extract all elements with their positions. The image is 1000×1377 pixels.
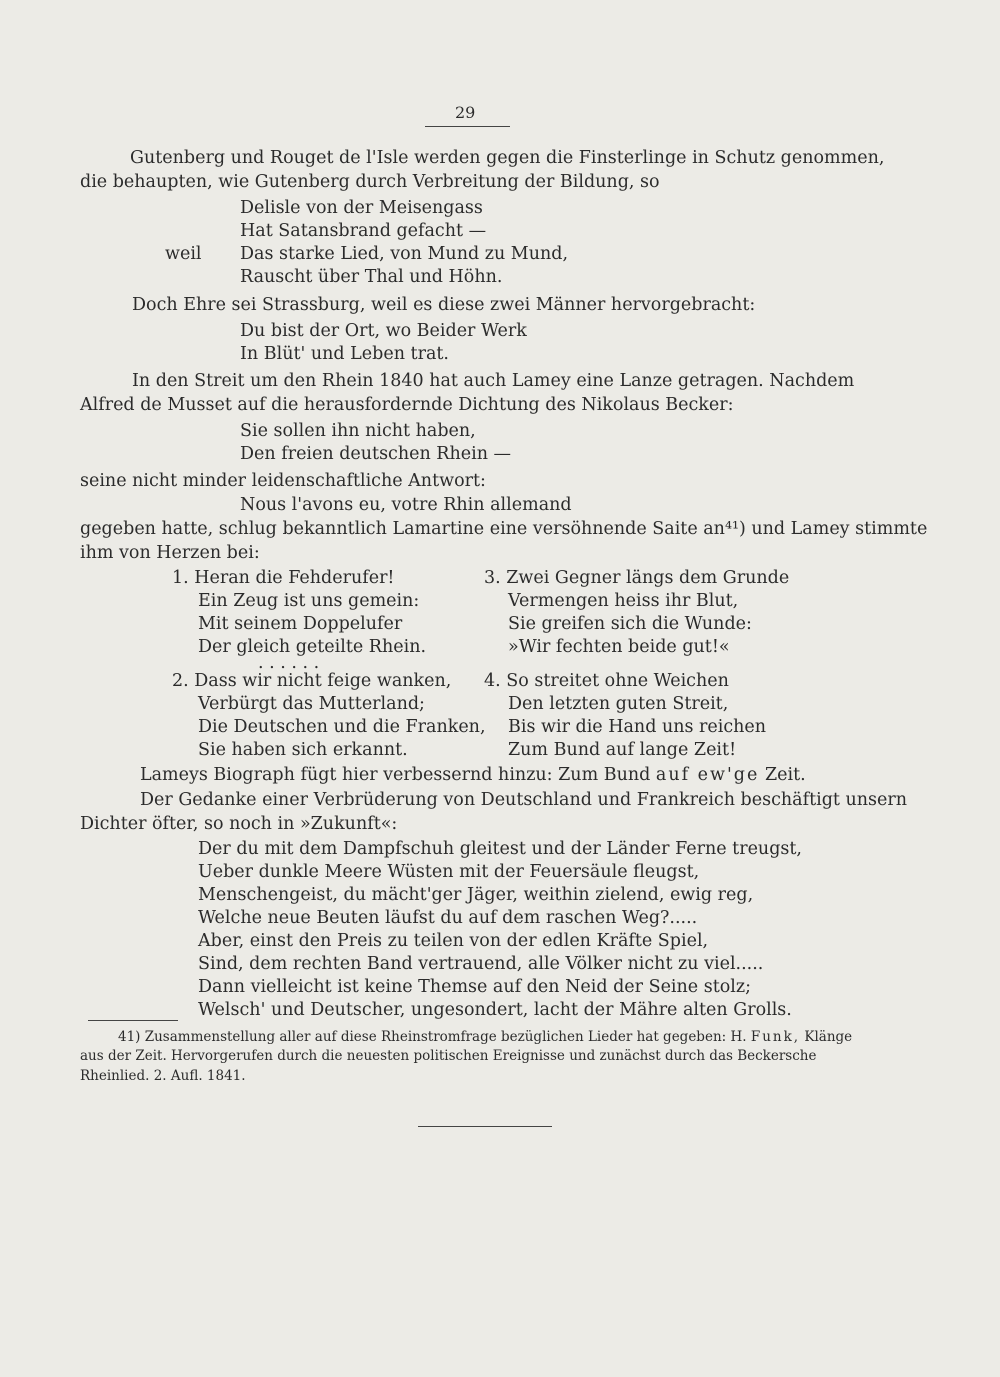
text-line: In den Streit um den Rhein 1840 hat auch Lamey eine Lanze getragen. Nachdem	[132, 371, 855, 391]
text-line: Der Gedanke einer Verbrüderung von Deutschland und Frankreich beschäftigt unsern	[140, 790, 908, 810]
verse-line: Den letzten guten Streit,	[508, 694, 729, 714]
verse-line: Die Deutschen und die Franken,	[198, 717, 486, 737]
verse-line: Sie sollen ihn nicht haben,	[240, 421, 476, 441]
verse-line: 1. Heran die Fehderufer!	[172, 568, 395, 588]
footnote-line	[118, 1028, 852, 1046]
footnote-text: Klänge	[804, 1029, 853, 1045]
verse-line: Den freien deutschen Rhein —	[240, 444, 512, 464]
verse-line: Dann vielleicht ist keine Themse auf den Neid der Seine stolz;	[198, 977, 751, 997]
verse-line: Nous l'avons eu, votre Rhin allemand	[240, 495, 572, 515]
verse-line: Aber, einst den Preis zu teilen von der edlen Kräfte Spiel,	[198, 931, 709, 951]
verse-line: Du bist der Ort, wo Beider Werk	[240, 321, 527, 341]
verse-line: Welsch' und Deutscher, ungesondert, lacht der Mähre alten Grolls.	[198, 1000, 792, 1020]
verse-line: Mit seinem Doppelufer	[198, 614, 403, 634]
verse-line: Ein Zeug ist uns gemein:	[198, 591, 420, 611]
text-line: Dichter öfter, so noch in »Zukunft«:	[80, 814, 398, 834]
header-rule	[425, 126, 510, 127]
verse-line: Sind, dem rechten Band vertrauend, alle Völker nicht zu viel.....	[198, 954, 764, 974]
page-number: 29	[455, 103, 476, 122]
spaced-emphasis: auf ew'ge	[655, 765, 760, 785]
verse-line: Bis wir die Hand uns reichen	[508, 717, 767, 737]
verse-prefix: weil	[165, 244, 202, 264]
text-line	[140, 764, 806, 786]
verse-line: Das starke Lied, von Mund zu Mund,	[240, 244, 569, 264]
verse-line: »Wir fechten beide gut!«	[508, 637, 730, 657]
text-line: Doch Ehre sei Strassburg, weil es diese zwei Männer hervorgebracht:	[132, 295, 756, 315]
text-line: seine nicht minder leidenschaftliche Antwort:	[80, 471, 486, 491]
verse-line: Menschengeist, du mächt'ger Jäger, weithin zielend, ewig reg,	[198, 885, 754, 905]
footnote-line: Rheinlied. 2. Aufl. 1841.	[80, 1068, 246, 1084]
end-rule	[418, 1126, 552, 1127]
verse-line: 2. Dass wir nicht feige wanken,	[172, 671, 452, 691]
verse-line: Sie haben sich erkannt.	[198, 740, 408, 760]
verse-line: Ueber dunkle Meere Wüsten mit der Feuersäule fleugst,	[198, 862, 700, 882]
text-line: ihm von Herzen bei:	[80, 543, 260, 563]
footnote-author: Funk,	[750, 1029, 801, 1045]
verse-line: Der gleich geteilte Rhein.	[198, 637, 427, 657]
verse-line: 4. So streitet ohne Weichen	[484, 671, 729, 691]
verse-line: 3. Zwei Gegner längs dem Grunde	[484, 568, 790, 588]
verse-line: Hat Satansbrand gefacht —	[240, 221, 487, 241]
text-line: gegeben hatte, schlug bekanntlich Lamartine eine versöhnende Saite an⁴¹) und Lamey stimmte	[80, 519, 928, 539]
text-line: Gutenberg und Rouget de l'Isle werden gegen die Finsterlinge in Schutz genommen,	[130, 148, 885, 168]
verse-line: Zum Bund auf lange Zeit!	[508, 740, 737, 760]
footnote-line: aus der Zeit. Hervorgerufen durch die neuesten politischen Ereignisse und zunächst durch das Beckersche	[80, 1048, 817, 1064]
text-segment: Lameys Biograph fügt hier verbessernd hinzu: Zum Bund	[140, 765, 651, 785]
verse-line: Rauscht über Thal und Höhn.	[240, 267, 503, 287]
text-line: Alfred de Musset auf die herausfordernde Dichtung des Nikolaus Becker:	[80, 395, 734, 415]
verse-line: Delisle von der Meisengass	[240, 198, 483, 218]
text-line: die behaupten, wie Gutenberg durch Verbreitung der Bildung, so	[80, 172, 660, 192]
footnote-rule	[88, 1020, 178, 1021]
verse-line: Sie greifen sich die Wunde:	[508, 614, 752, 634]
verse-line: In Blüt' und Leben trat.	[240, 344, 449, 364]
verse-line: Welche neue Beuten läufst du auf dem raschen Weg?.....	[198, 908, 698, 928]
verse-line: Vermengen heiss ihr Blut,	[508, 591, 739, 611]
text-segment: Zeit.	[764, 765, 806, 785]
verse-line: Verbürgt das Mutterland;	[198, 694, 425, 714]
verse-line: Der du mit dem Dampfschuh gleitest und der Länder Ferne treugst,	[198, 839, 802, 859]
footnote-text: 41) Zusammenstellung aller auf diese Rheinstromfrage bezüglichen Lieder hat gegeben: H.	[118, 1029, 747, 1045]
ellipsis-dots: . . . . . .	[258, 653, 320, 673]
